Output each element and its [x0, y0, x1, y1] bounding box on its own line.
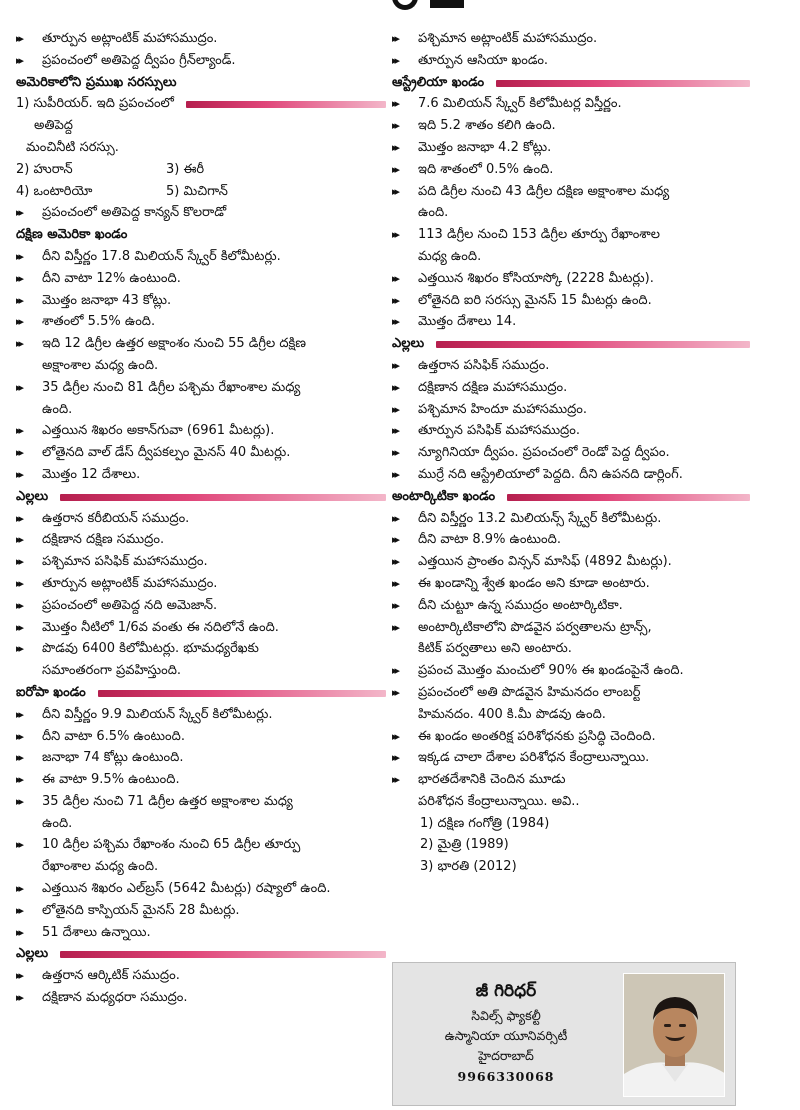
right_column-bullet-continuation-28	[392, 638, 752, 660]
lake-item: 5) మిచిగాన్	[166, 183, 228, 199]
line-text: పశ్చిమాన హిందూ మహాసముద్రం.	[418, 401, 587, 417]
left_column-bullet-item-23	[16, 529, 388, 551]
lake-item: 4) ఒంటారియో	[16, 183, 93, 199]
line-text: అతిపెద్ద	[34, 118, 73, 134]
left_column-bullet-item-12	[16, 290, 388, 312]
line-text: లోతైనది కాస్పియన్ మైనస్ 28 మీటర్లు.	[42, 902, 240, 918]
author-info	[393, 963, 619, 1087]
line-text: ఎత్తయిన శిఖరం అకాన్‌గువా (6961 మీటర్లు).	[42, 423, 275, 439]
bullet-arrow-icon: ▸▸	[16, 446, 22, 460]
line-text: ప్రపంచంలో అతి పొడవైన హిమనదం లాంబర్ట్	[418, 684, 641, 700]
line-text: అంటార్కిటికాలోని పొడవైన పర్వతాలను ట్రాన్స్,	[418, 619, 652, 635]
right_column-bullet-item-3	[392, 93, 752, 115]
bullet-arrow-icon: ▸▸	[16, 271, 22, 285]
bullet-arrow-icon: ▸▸	[16, 620, 22, 634]
line-text: ఎత్తయిన శిఖరం ఎల్‌బ్రస్ (5642 మీటర్లు) రష్యాలో ఉంది.	[42, 881, 331, 897]
author-photo	[623, 973, 725, 1097]
bullet-arrow-icon: ▸▸	[392, 729, 398, 743]
bullet-arrow-icon: ▸▸	[16, 838, 22, 852]
bullet-arrow-icon: ▸▸	[16, 969, 22, 983]
header-logo-fragment	[392, 0, 418, 10]
line-text: మొత్తం దేశాలు 14.	[418, 314, 517, 330]
lake-item: 3) ఈరీ	[166, 161, 205, 177]
lake-item: 2) హురాన్	[16, 161, 73, 177]
line-text: ఉంది.	[418, 205, 449, 221]
line-text: ప్రపంచ మొత్తం మంచులో 90% ఈ ఖండంపైనే ఉంది.	[418, 663, 684, 679]
line-text: దీని వాటా 6.5% ఉంటుంది.	[42, 728, 185, 744]
line-text: పశ్చిమాన పసిఫిక్ మహాసముద్రం.	[42, 554, 208, 570]
line-text: ఉంది.	[42, 401, 73, 417]
line-text: ఈ వాటా 9.5% ఉంటుంది.	[42, 772, 180, 788]
left_column-bullet-item-8	[16, 202, 388, 224]
line-text: దీని విస్తీర్ణం 17.8 మిలియన్ స్క్వేర్ కిలోమీటర్లు.	[42, 248, 281, 264]
left_column-bullet-item-32	[16, 726, 388, 748]
left_column-bullet-item-19	[16, 442, 388, 464]
line-text: ప్రపంచంలో అతిపెద్ద కాన్యన్ కొలరాడో	[42, 205, 227, 221]
right_column-station-item-38	[392, 856, 752, 878]
bullet-arrow-icon: ▸▸	[392, 467, 398, 481]
heading-accent-bar	[60, 494, 386, 501]
line-text: లోతైనది ఐరి సరస్సు మైనస్ 15 మీటర్లు ఉంది.	[418, 292, 652, 308]
bullet-arrow-icon: ▸▸	[392, 140, 398, 154]
line-text: 1) దక్షిణ గంగోత్రి (1984)	[420, 815, 550, 831]
right_column-bullet-item-27	[392, 617, 752, 639]
right_column-bullet-item-24	[392, 551, 752, 573]
bullet-arrow-icon: ▸▸	[16, 598, 22, 612]
right_column-bullet-item-30	[392, 682, 752, 704]
left_column-bullet-continuation-17	[16, 399, 388, 421]
right_column-bullet-item-0	[392, 28, 752, 50]
bullet-arrow-icon: ▸▸	[392, 598, 398, 612]
right_column-bullet-item-17	[392, 399, 752, 421]
line-text: ఉంది.	[42, 815, 73, 831]
left_column-bullet-item-37	[16, 834, 388, 856]
heading-text: ఎల్లలు	[16, 488, 49, 504]
right_column-bullet-continuation-31	[392, 704, 752, 726]
line-text: న్యూగినియా ద్వీపం. ప్రపంచంలో రెండో పెద్ద ద్వీపం.	[418, 445, 670, 461]
left_column-bullet-item-34	[16, 769, 388, 791]
line-text: తూర్పున ఆసియా ఖండం.	[418, 52, 549, 68]
line-text: ఈ ఖండాన్ని శ్వేత ఖండం అని కూడా అంటారు.	[418, 575, 650, 591]
bullet-arrow-icon: ▸▸	[392, 511, 398, 525]
line-text: భారతదేశానికి చెందిన మూడు	[418, 772, 566, 788]
left_column-bullet-item-20	[16, 464, 388, 486]
line-text: ఇది 5.2 శాతం కలిగి ఉంది.	[418, 118, 556, 134]
right_column-bullet-item-13	[392, 311, 752, 333]
right_column-bullet-item-18	[392, 420, 752, 442]
line-text: హిమనదం. 400 కి.మీ పొడవు ఉంది.	[418, 706, 606, 722]
left_column-bullet-item-10	[16, 246, 388, 268]
right_column-station-item-36	[392, 813, 752, 835]
line-text: తూర్పున అట్లాంటిక్ మహాసముద్రం.	[42, 31, 218, 46]
line-text: 51 దేశాలు ఉన్నాయి.	[42, 924, 151, 940]
line-text: జనాభా 74 కోట్లు ఉంటుంది.	[42, 750, 184, 766]
heading-text: ఎల్లలు	[392, 336, 425, 352]
line-text: ఉత్తరాన ఆర్కిటిక్ సముద్రం.	[42, 968, 180, 984]
bullet-arrow-icon: ▸▸	[16, 337, 22, 351]
right_column-bullet-item-9	[392, 224, 752, 246]
heading-accent-bar	[60, 951, 386, 958]
heading-text: అంటార్కిటికా ఖండం	[392, 488, 496, 504]
left_column-bullet-item-33	[16, 747, 388, 769]
bullet-arrow-icon: ▸▸	[16, 925, 22, 939]
heading-accent-bar	[186, 101, 386, 108]
left_column-bullet-continuation-29	[16, 660, 388, 682]
right_column-bullet-item-7	[392, 181, 752, 203]
line-text: ఉత్తరాన కరీబియన్ సముద్రం.	[42, 510, 190, 526]
left_column-section-heading-2	[16, 72, 388, 94]
line-text: సమాంతరంగా ప్రవహిస్తుంది.	[42, 663, 182, 679]
right_column-bullet-item-22	[392, 508, 752, 530]
bullet-arrow-icon: ▸▸	[16, 903, 22, 917]
author-phone: 9966330068	[457, 1069, 555, 1084]
right_column-bullet-item-15	[392, 355, 752, 377]
right_column-bullet-item-19	[392, 442, 752, 464]
right_column-bullet-continuation-8	[392, 202, 752, 224]
bullet-arrow-icon: ▸▸	[16, 424, 22, 438]
bullet-arrow-icon: ▸▸	[392, 555, 398, 569]
left_column-bullet-continuation-38	[16, 856, 388, 878]
left_column-bullet-item-44	[16, 987, 388, 1009]
line-text: ఎత్తయిన ప్రాంతం విన్సన్ మాసిఫ్ (4892 మీటర్లు).	[418, 554, 672, 570]
line-text: రేఖాంశాల మధ్య ఉంది.	[42, 859, 159, 875]
bullet-arrow-icon: ▸▸	[16, 991, 22, 1005]
bullet-arrow-icon: ▸▸	[16, 249, 22, 263]
right_column-bullet-continuation-35	[392, 791, 752, 813]
line-text: 2) మైత్రి (1989)	[420, 837, 509, 853]
author-city: హైదరాబాద్	[478, 1048, 534, 1063]
bullet-arrow-icon: ▸▸	[16, 751, 22, 765]
line-text: దీని విస్తీర్ణం 9.9 మిలియన్ స్క్వేర్ కిలోమీటర్లు.	[42, 706, 273, 722]
heading-text: అమెరికాలోని ప్రముఖ సరస్సులు	[16, 74, 177, 90]
author-name: జీ గిరిధర్	[475, 981, 537, 1001]
left_column-bullet-item-40	[16, 900, 388, 922]
bullet-arrow-icon: ▸▸	[16, 576, 22, 590]
bullet-arrow-icon: ▸▸	[16, 380, 22, 394]
bullet-arrow-icon: ▸▸	[392, 424, 398, 438]
line-text: మొత్తం జనాభా 43 కోట్లు.	[42, 292, 172, 308]
left_column-bullet-item-18	[16, 420, 388, 442]
line-text: దీని విస్తీర్ణం 13.2 మిలియన్స్ స్క్వేర్ కిలోమీటర్లు.	[418, 510, 662, 526]
bullet-arrow-icon: ▸▸	[392, 773, 398, 787]
left_column-bullet-item-24	[16, 551, 388, 573]
bullet-arrow-icon: ▸▸	[392, 620, 398, 634]
bullet-arrow-icon: ▸▸	[392, 380, 398, 394]
left_column-item-continuation-4	[16, 115, 388, 137]
bullet-arrow-icon: ▸▸	[392, 446, 398, 460]
bullet-arrow-icon: ▸▸	[392, 162, 398, 176]
left_column-bullet-item-25	[16, 573, 388, 595]
left_column-bullet-item-28	[16, 638, 388, 660]
bullet-arrow-icon: ▸▸	[392, 576, 398, 590]
bullet-arrow-icon: ▸▸	[392, 32, 398, 45]
left_column-lake-pair-6	[16, 159, 388, 181]
right_column-section-heading-2	[392, 72, 752, 94]
bullet-arrow-icon: ▸▸	[16, 882, 22, 896]
left_column-bullet-item-39	[16, 878, 388, 900]
right_column-bullet-item-34	[392, 769, 752, 791]
right_column-bullet-item-33	[392, 747, 752, 769]
heading-accent-bar	[507, 494, 750, 501]
bullet-arrow-icon: ▸▸	[16, 794, 22, 808]
left_column-bullet-continuation-15	[16, 355, 388, 377]
bullet-arrow-icon: ▸▸	[16, 53, 22, 67]
bullet-arrow-icon: ▸▸	[16, 315, 22, 329]
left_column-lake-pair-7	[16, 181, 388, 203]
bullet-arrow-icon: ▸▸	[392, 751, 398, 765]
left_column-bullet-item-41	[16, 922, 388, 944]
bullet-arrow-icon: ▸▸	[16, 533, 22, 547]
left_column-bullet-item-43	[16, 965, 388, 987]
left_column-bullet-item-27	[16, 617, 388, 639]
bullet-arrow-icon: ▸▸	[392, 358, 398, 372]
heading-text: ఆస్ట్రేలియా ఖండం	[392, 74, 485, 90]
line-text: కిటిక్ పర్వతాలు అని అంటారు.	[418, 641, 572, 657]
right_column-bullet-item-11	[392, 268, 752, 290]
right_column-section-heading-21	[392, 486, 752, 508]
left_column-section-heading-42	[16, 943, 388, 965]
right_column-bullet-item-20	[392, 464, 752, 486]
right_column-bullet-item-1	[392, 50, 752, 72]
bullet-arrow-icon: ▸▸	[16, 707, 22, 721]
left_column-bullet-item-14	[16, 333, 388, 355]
author-university: ఉస్మానియా యూనివర్సిటీ	[444, 1028, 568, 1043]
line-text: శాతంలో 5.5% ఉంది.	[42, 314, 156, 330]
line-text: పొడవు 6400 కిలోమీటర్లు. భూమధ్యరేఖకు	[42, 641, 259, 657]
line-text: ప్రపంచంలో అతిపెద్ద నది అమెజాన్.	[42, 597, 218, 613]
bullet-arrow-icon: ▸▸	[392, 293, 398, 307]
author-portrait-image	[624, 974, 725, 1097]
right_column-bullet-item-16	[392, 377, 752, 399]
line-text: దక్షిణాన దక్షిణ సముద్రం.	[42, 532, 165, 548]
right_column-bullet-item-6	[392, 159, 752, 181]
left_column-bullet-item-0	[16, 28, 388, 50]
heading-text: దక్షిణ అమెరికా ఖండం	[16, 227, 128, 243]
line-text: మొత్తం 12 దేశాలు.	[42, 466, 141, 482]
right_column-bullet-item-25	[392, 573, 752, 595]
bullet-arrow-icon: ▸▸	[392, 402, 398, 416]
right_column-station-item-37	[392, 834, 752, 856]
right_column-bullet-item-12	[392, 290, 752, 312]
line-text: 10 డిగ్రీల పశ్చిమ రేఖాంశం నుంచి 65 డిగ్రీల తూర్పు	[42, 837, 301, 853]
line-text: 3) భారతి (2012)	[420, 859, 517, 875]
left-column	[16, 28, 388, 1009]
left_column-bullet-item-26	[16, 595, 388, 617]
left_column-bullet-item-31	[16, 704, 388, 726]
heading-accent-bar	[496, 80, 750, 87]
line-text: తూర్పున అట్లాంటిక్ మహాసముద్రం.	[42, 575, 218, 591]
line-text: 35 డిగ్రీల నుంచి 81 డిగ్రీల పశ్చిమ రేఖాంశాల మధ్య	[42, 379, 301, 395]
line-text: 113 డిగ్రీల నుంచి 153 డిగ్రీల తూర్పు రేఖాంశాల	[418, 227, 660, 243]
bullet-arrow-icon: ▸▸	[392, 228, 398, 242]
left_column-section-heading-9	[16, 224, 388, 246]
right_column-bullet-item-26	[392, 595, 752, 617]
bullet-arrow-icon: ▸▸	[16, 32, 22, 45]
bullet-arrow-icon: ▸▸	[16, 467, 22, 481]
line-text: ఉత్తరాన పసిఫిక్ సముద్రం.	[418, 357, 550, 373]
line-text: ఈ ఖండం అంతరిక్ష పరిశోధనకు ప్రసిద్ధి చెందింది.	[418, 728, 656, 744]
right_column-bullet-item-23	[392, 529, 752, 551]
bullet-arrow-icon: ▸▸	[16, 555, 22, 569]
left_column-bullet-item-22	[16, 508, 388, 530]
line-text: 7.6 మిలియన్ స్క్వేర్ కిలోమీటర్ల విస్తీర్ణం.	[418, 96, 622, 112]
right-column	[392, 28, 752, 878]
bullet-arrow-icon: ▸▸	[392, 119, 398, 133]
right_column-bullet-item-29	[392, 660, 752, 682]
bullet-arrow-icon: ▸▸	[392, 53, 398, 67]
line-text: మంచినీటి సరస్సు.	[26, 139, 119, 155]
bullet-arrow-icon: ▸▸	[16, 642, 22, 656]
line-text: దక్షిణాన మధ్యధరా సముద్రం.	[42, 990, 188, 1006]
right_column-bullet-item-32	[392, 726, 752, 748]
left_column-section-heading-30	[16, 682, 388, 704]
left_column-bullet-continuation-36	[16, 813, 388, 835]
bullet-arrow-icon: ▸▸	[392, 271, 398, 285]
line-text: ముర్రే నది ఆస్ట్రేలియాలో పెద్దది. దీని ఉపనది డార్లింగ్.	[418, 466, 683, 482]
right_column-section-heading-14	[392, 333, 752, 355]
line-text: 35 డిగ్రీల నుంచి 71 డిగ్రీల ఉత్తర అక్షాంశాల మధ్య	[42, 793, 293, 809]
left_column-numbered-item-3	[16, 93, 388, 115]
line-text: దీని వాటా 8.9% ఉంటుంది.	[418, 532, 561, 548]
bullet-arrow-icon: ▸▸	[392, 533, 398, 547]
line-text: దీని వాటా 12% ఉంటుంది.	[42, 270, 181, 286]
bullet-arrow-icon: ▸▸	[16, 773, 22, 787]
bullet-arrow-icon: ▸▸	[392, 97, 398, 111]
left_column-section-heading-21	[16, 486, 388, 508]
heading-accent-bar	[436, 341, 750, 348]
left_column-bullet-item-1	[16, 50, 388, 72]
heading-text: ఐరోపా ఖండం	[16, 684, 86, 700]
line-text: పరిశోధన కేంద్రాలున్నాయి. అవి..	[418, 793, 580, 809]
line-text: ఇది 12 డిగ్రీల ఉత్తర అక్షాంశం నుంచి 55 డిగ్రీల దక్షిణ	[42, 336, 307, 352]
line-text: అక్షాంశాల మధ్య ఉంది.	[42, 357, 159, 373]
left_column-bullet-item-16	[16, 377, 388, 399]
bullet-arrow-icon: ▸▸	[16, 729, 22, 743]
line-text: ఎత్తయిన శిఖరం కోసియాస్కో (2228 మీటర్లు).	[418, 270, 654, 286]
line-text: మధ్య ఉంది.	[418, 248, 482, 264]
line-text: తూర్పున పసిఫిక్ మహాసముద్రం.	[418, 423, 580, 439]
left_column-bullet-item-35	[16, 791, 388, 813]
right_column-bullet-item-5	[392, 137, 752, 159]
line-text: ప్రపంచంలో అతిపెద్ద ద్వీపం గ్రీన్‌ల్యాండ్.	[42, 52, 236, 68]
line-text: లోతైనది వాల్ డేస్ ద్వీపకల్పం మైనస్ 40 మీటర్లు.	[42, 445, 291, 461]
heading-accent-bar	[98, 690, 386, 697]
bullet-arrow-icon: ▸▸	[392, 664, 398, 678]
line-text: పశ్చిమాన అట్లాంటిక్ మహాసముద్రం.	[418, 31, 598, 46]
line-text: ఇక్కడ చాలా దేశాల పరిశోధన కేంద్రాలున్నాయి.	[418, 750, 650, 766]
header-logo-fragment-2	[430, 0, 464, 8]
left_column-item-continuation-5	[16, 137, 388, 159]
bullet-arrow-icon: ▸▸	[392, 685, 398, 699]
line-text: దక్షిణాన దక్షిణ మహాసముద్రం.	[418, 379, 568, 395]
right_column-bullet-continuation-10	[392, 246, 752, 268]
author-card	[392, 962, 736, 1106]
line-text: మొత్తం నీటిలో 1/6వ వంతు ఈ నదిలోనే ఉంది.	[42, 619, 279, 635]
line-text: మొత్తం జనాభా 4.2 కోట్లు.	[418, 139, 552, 155]
heading-text: ఎల్లలు	[16, 946, 49, 962]
line-text: దీని చుట్టూ ఉన్న సముద్రం అంటార్కిటికా.	[418, 597, 623, 613]
bullet-arrow-icon: ▸▸	[392, 184, 398, 198]
line-text: 1) సుపీరియర్. ఇది ప్రపంచంలో	[16, 96, 174, 112]
bullet-arrow-icon: ▸▸	[16, 293, 22, 307]
left_column-bullet-item-11	[16, 268, 388, 290]
line-text: పది డిగ్రీల నుంచి 43 డిగ్రీల దక్షిణ అక్షాంశాల మధ్య	[418, 183, 670, 199]
bullet-arrow-icon: ▸▸	[392, 315, 398, 329]
right_column-bullet-item-4	[392, 115, 752, 137]
author-title: సివిల్స్ ఫ్యాకల్టీ	[471, 1008, 541, 1023]
line-text: ఇది శాతంలో 0.5% ఉంది.	[418, 161, 554, 177]
left_column-bullet-item-13	[16, 311, 388, 333]
bullet-arrow-icon: ▸▸	[16, 511, 22, 525]
bullet-arrow-icon: ▸▸	[16, 206, 22, 220]
